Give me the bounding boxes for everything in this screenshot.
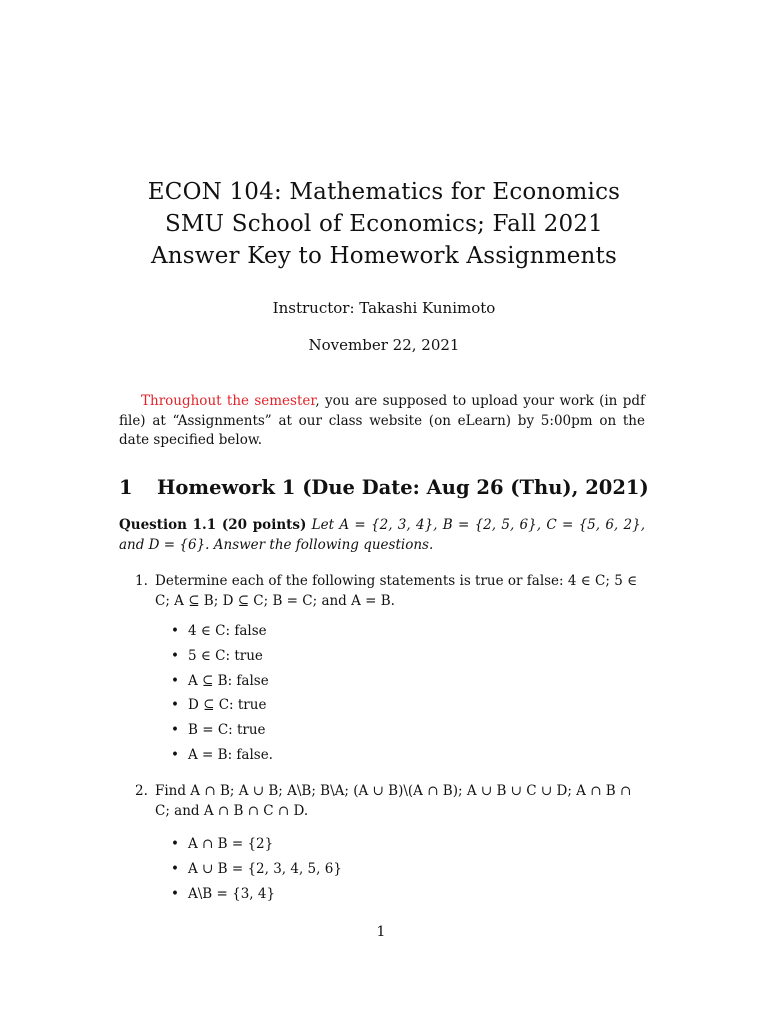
answer-item: • A ∪ B = {2, 3, 4, 5, 6} (171, 860, 342, 877)
school-term: SMU School of Economics; Fall 2021 (164, 211, 604, 237)
answer-item: • A ⊆ B: false (171, 672, 269, 689)
section-number: 1 (119, 476, 133, 499)
section-title: Homework 1 (Due Date: Aug 26 (Thu), 2021) (157, 476, 649, 499)
question-label: Question 1.1 (20 points) (119, 517, 307, 533)
question-item (135, 571, 645, 611)
document-title (0, 176, 768, 272)
answer-item: • B = C: true (171, 722, 266, 739)
section-heading (119, 476, 659, 499)
item-number: 2. (135, 783, 148, 799)
question-1-1 (119, 515, 645, 555)
answer-list (171, 621, 273, 770)
item-number: 1. (135, 573, 148, 589)
intro-link[interactable]: Throughout the semester (141, 393, 316, 409)
bullet-icon: • (171, 836, 179, 852)
bullet-icon: • (171, 647, 179, 664)
answer-item: • A ∩ B = {2} (171, 836, 274, 852)
answer-item: • 5 ∈ C: true (171, 647, 263, 664)
answer-item: • A\B = {3, 4} (171, 885, 276, 902)
document-subtitle: Answer Key to Homework Assignments (150, 243, 617, 269)
intro-paragraph (119, 392, 645, 451)
bullet-icon: • (171, 860, 179, 877)
bullet-icon: • (171, 697, 179, 714)
course-title: ECON 104: Mathematics for Economics (147, 179, 621, 205)
question-text: Let A = {2, 3, 4}, B = {2, 5, 6}, C = {5, 6, 2}, and D = {6}. Answer the following questions. (119, 517, 645, 553)
item-text: Find A ∩ B; A ∪ B; A\B; B\A; (A ∪ B)\(A ∩ B); A ∪ B ∪ C ∪ D; A ∩ B ∩ C; and A ∩ B ∩ C ∩ D. (155, 783, 632, 819)
answer-item: • D ⊆ C: true (171, 697, 267, 714)
answer-list (171, 834, 342, 908)
bullet-icon: • (171, 623, 179, 639)
answer-item: • A = B: false. (171, 746, 273, 763)
bullet-icon: • (171, 885, 179, 902)
instructor-line: Instructor: Takashi Kunimoto (272, 299, 496, 317)
bullet-icon: • (171, 672, 179, 689)
question-item (135, 781, 645, 821)
document-date: November 22, 2021 (308, 336, 460, 354)
bullet-icon: • (171, 722, 179, 739)
intro-text: , you are supposed to upload your work (in pdf file) at “Assignments” at our class website (on eLearn) by 5:00pm on the date specified below. (119, 393, 645, 448)
item-text: Determine each of the following statements is true or false: 4 ∈ C; 5 ∈ C; A ⊆ B; D ⊆ C; B = C; and A = B. (155, 573, 638, 609)
answer-item: • 4 ∈ C: false (171, 623, 267, 639)
page-number: 1 (376, 924, 386, 940)
bullet-icon: • (171, 746, 179, 763)
